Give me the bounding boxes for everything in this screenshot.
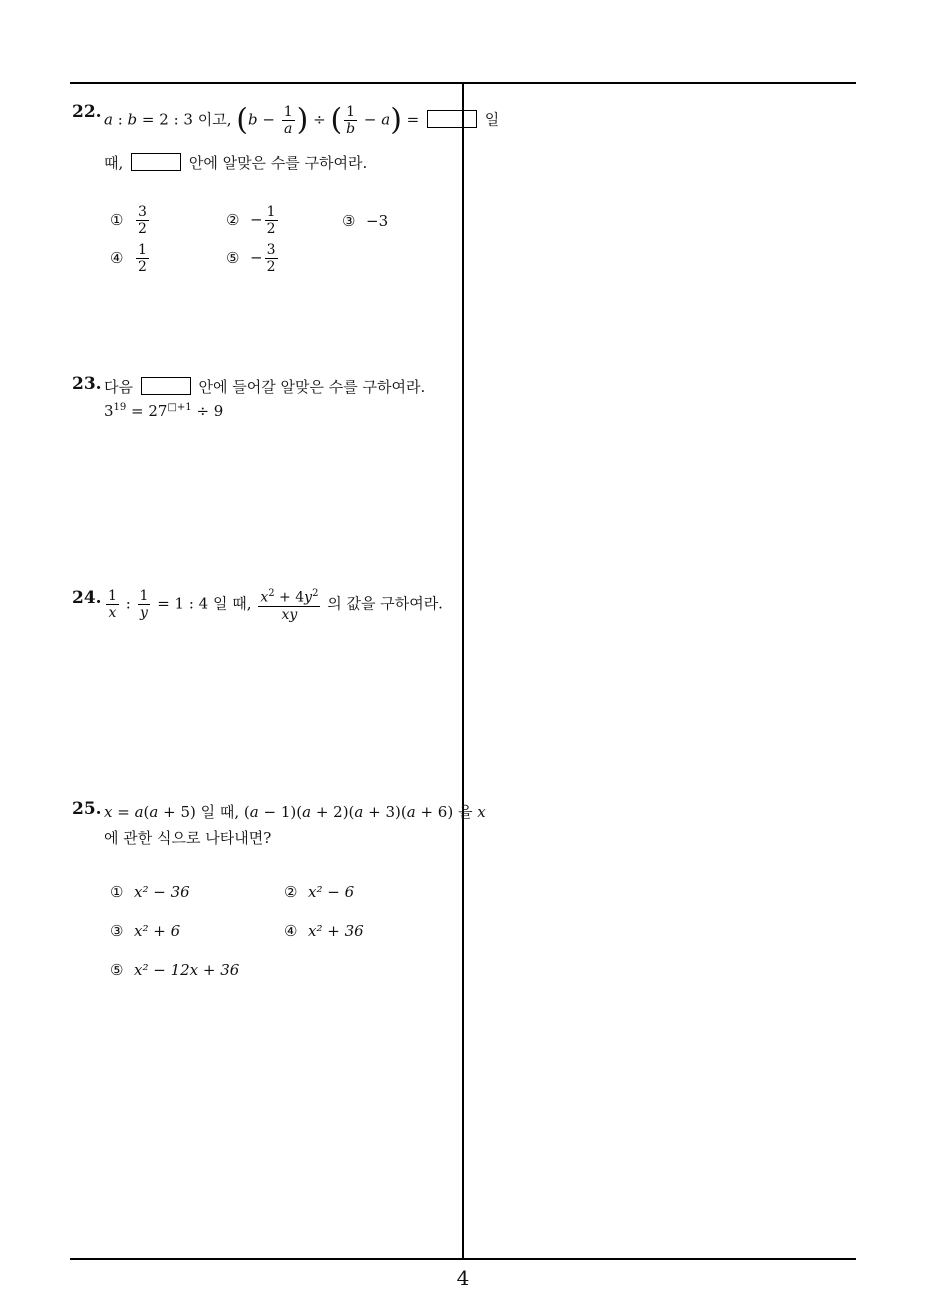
question-number: 22.	[72, 102, 102, 122]
option-3	[342, 212, 388, 230]
question-number: 23.	[72, 374, 102, 394]
fraction: $\frac{1}{2}$	[266, 204, 276, 237]
question-text: 안에 들어갈 알맞은 수를 구하여라.	[198, 378, 426, 396]
page-number: 4	[456, 1266, 470, 1290]
answer-blank-box	[141, 377, 191, 395]
equation: $3^{19} = 27^{□+1} \div 9$	[104, 402, 224, 420]
fraction: $\frac{1}{y}$	[139, 587, 149, 621]
question-text: 안에 알맞은 수를 구하여라.	[188, 154, 368, 172]
question-text: 다음	[104, 378, 133, 396]
question-text: 을	[457, 803, 473, 821]
question-text: 일	[484, 110, 500, 129]
fraction: $\frac{1}{x}$	[108, 587, 117, 621]
answer-blank-box	[131, 153, 181, 171]
question-text: 의 값을 구하여라.	[327, 594, 443, 613]
option-mark: ①	[110, 883, 124, 901]
option-3	[110, 922, 180, 940]
question-text: 일 때,	[200, 803, 240, 821]
option-mark: ⑤	[226, 248, 240, 267]
fraction: $\frac{3}{2}$	[266, 242, 276, 275]
bottom-rule	[70, 1258, 856, 1260]
option-value: x² + 6	[134, 922, 181, 940]
option-2	[284, 883, 354, 901]
question-number: 24.	[72, 588, 102, 608]
option-1	[110, 204, 151, 237]
option-mark: ③	[342, 212, 356, 230]
fraction: $\frac{3}{2}$	[138, 204, 147, 237]
option-mark: ⑤	[110, 961, 124, 979]
option-4	[110, 242, 151, 275]
option-value: x² + 36	[308, 922, 364, 940]
fraction: $\frac{1}{a}$	[283, 104, 293, 137]
option-mark: ④	[110, 248, 124, 267]
question-line-2	[104, 827, 271, 848]
option-5	[110, 961, 239, 979]
question-text: 에 관한 식으로 나타내면?	[104, 829, 272, 847]
option-2: ② − $\frac{1}{2}$	[226, 204, 276, 237]
question-text: 이고,	[197, 110, 232, 129]
question-24	[72, 588, 456, 638]
question-line-1: $\frac{1}{x}$ : $\frac{1}{y}$ = 1 : 4 일 때, $\frac{x^2 + 4y^2}{xy}$ 의 값을 구하여라.	[108, 587, 443, 623]
option-mark: ①	[110, 210, 124, 229]
fraction: $\frac{1}{2}$	[138, 242, 147, 275]
option-mark: ②	[284, 883, 298, 901]
answer-blank-box	[427, 110, 477, 128]
question-25	[72, 799, 486, 989]
column-divider	[462, 82, 464, 1259]
question-line-1: x = a(a + 5) 일 때, (a − 1)(a + 2)(a + 3)(a + 6) 을 x	[104, 803, 486, 821]
option-value: x² − 36	[134, 883, 190, 901]
fraction: $\frac{1}{b}$	[346, 104, 356, 137]
question-line-1	[104, 376, 425, 397]
question-text: 때,	[104, 154, 124, 172]
question-23	[72, 374, 456, 434]
option-4	[284, 922, 364, 940]
option-value: x² − 6	[308, 883, 355, 901]
question-text: 일 때,	[213, 594, 252, 613]
fraction: $\frac{x^2 + 4y^2}{xy}$	[260, 588, 319, 623]
option-mark: ②	[226, 210, 240, 229]
option-mark: ③	[110, 922, 124, 940]
question-22	[72, 102, 500, 302]
option-value: x² − 12x + 36	[134, 961, 240, 979]
option-1	[110, 883, 190, 901]
question-number: 25.	[72, 799, 102, 819]
option-5: ⑤ − $\frac{3}{2}$	[226, 242, 276, 275]
question-line-1: a : b = 2 : 3 이고, (b − $\frac{1}{a}$ ) ÷ ( $\frac{1}{b}$ − a) = 일	[104, 102, 500, 138]
question-line-2	[104, 152, 367, 173]
option-value: −3	[366, 212, 389, 230]
option-mark: ④	[284, 922, 298, 940]
